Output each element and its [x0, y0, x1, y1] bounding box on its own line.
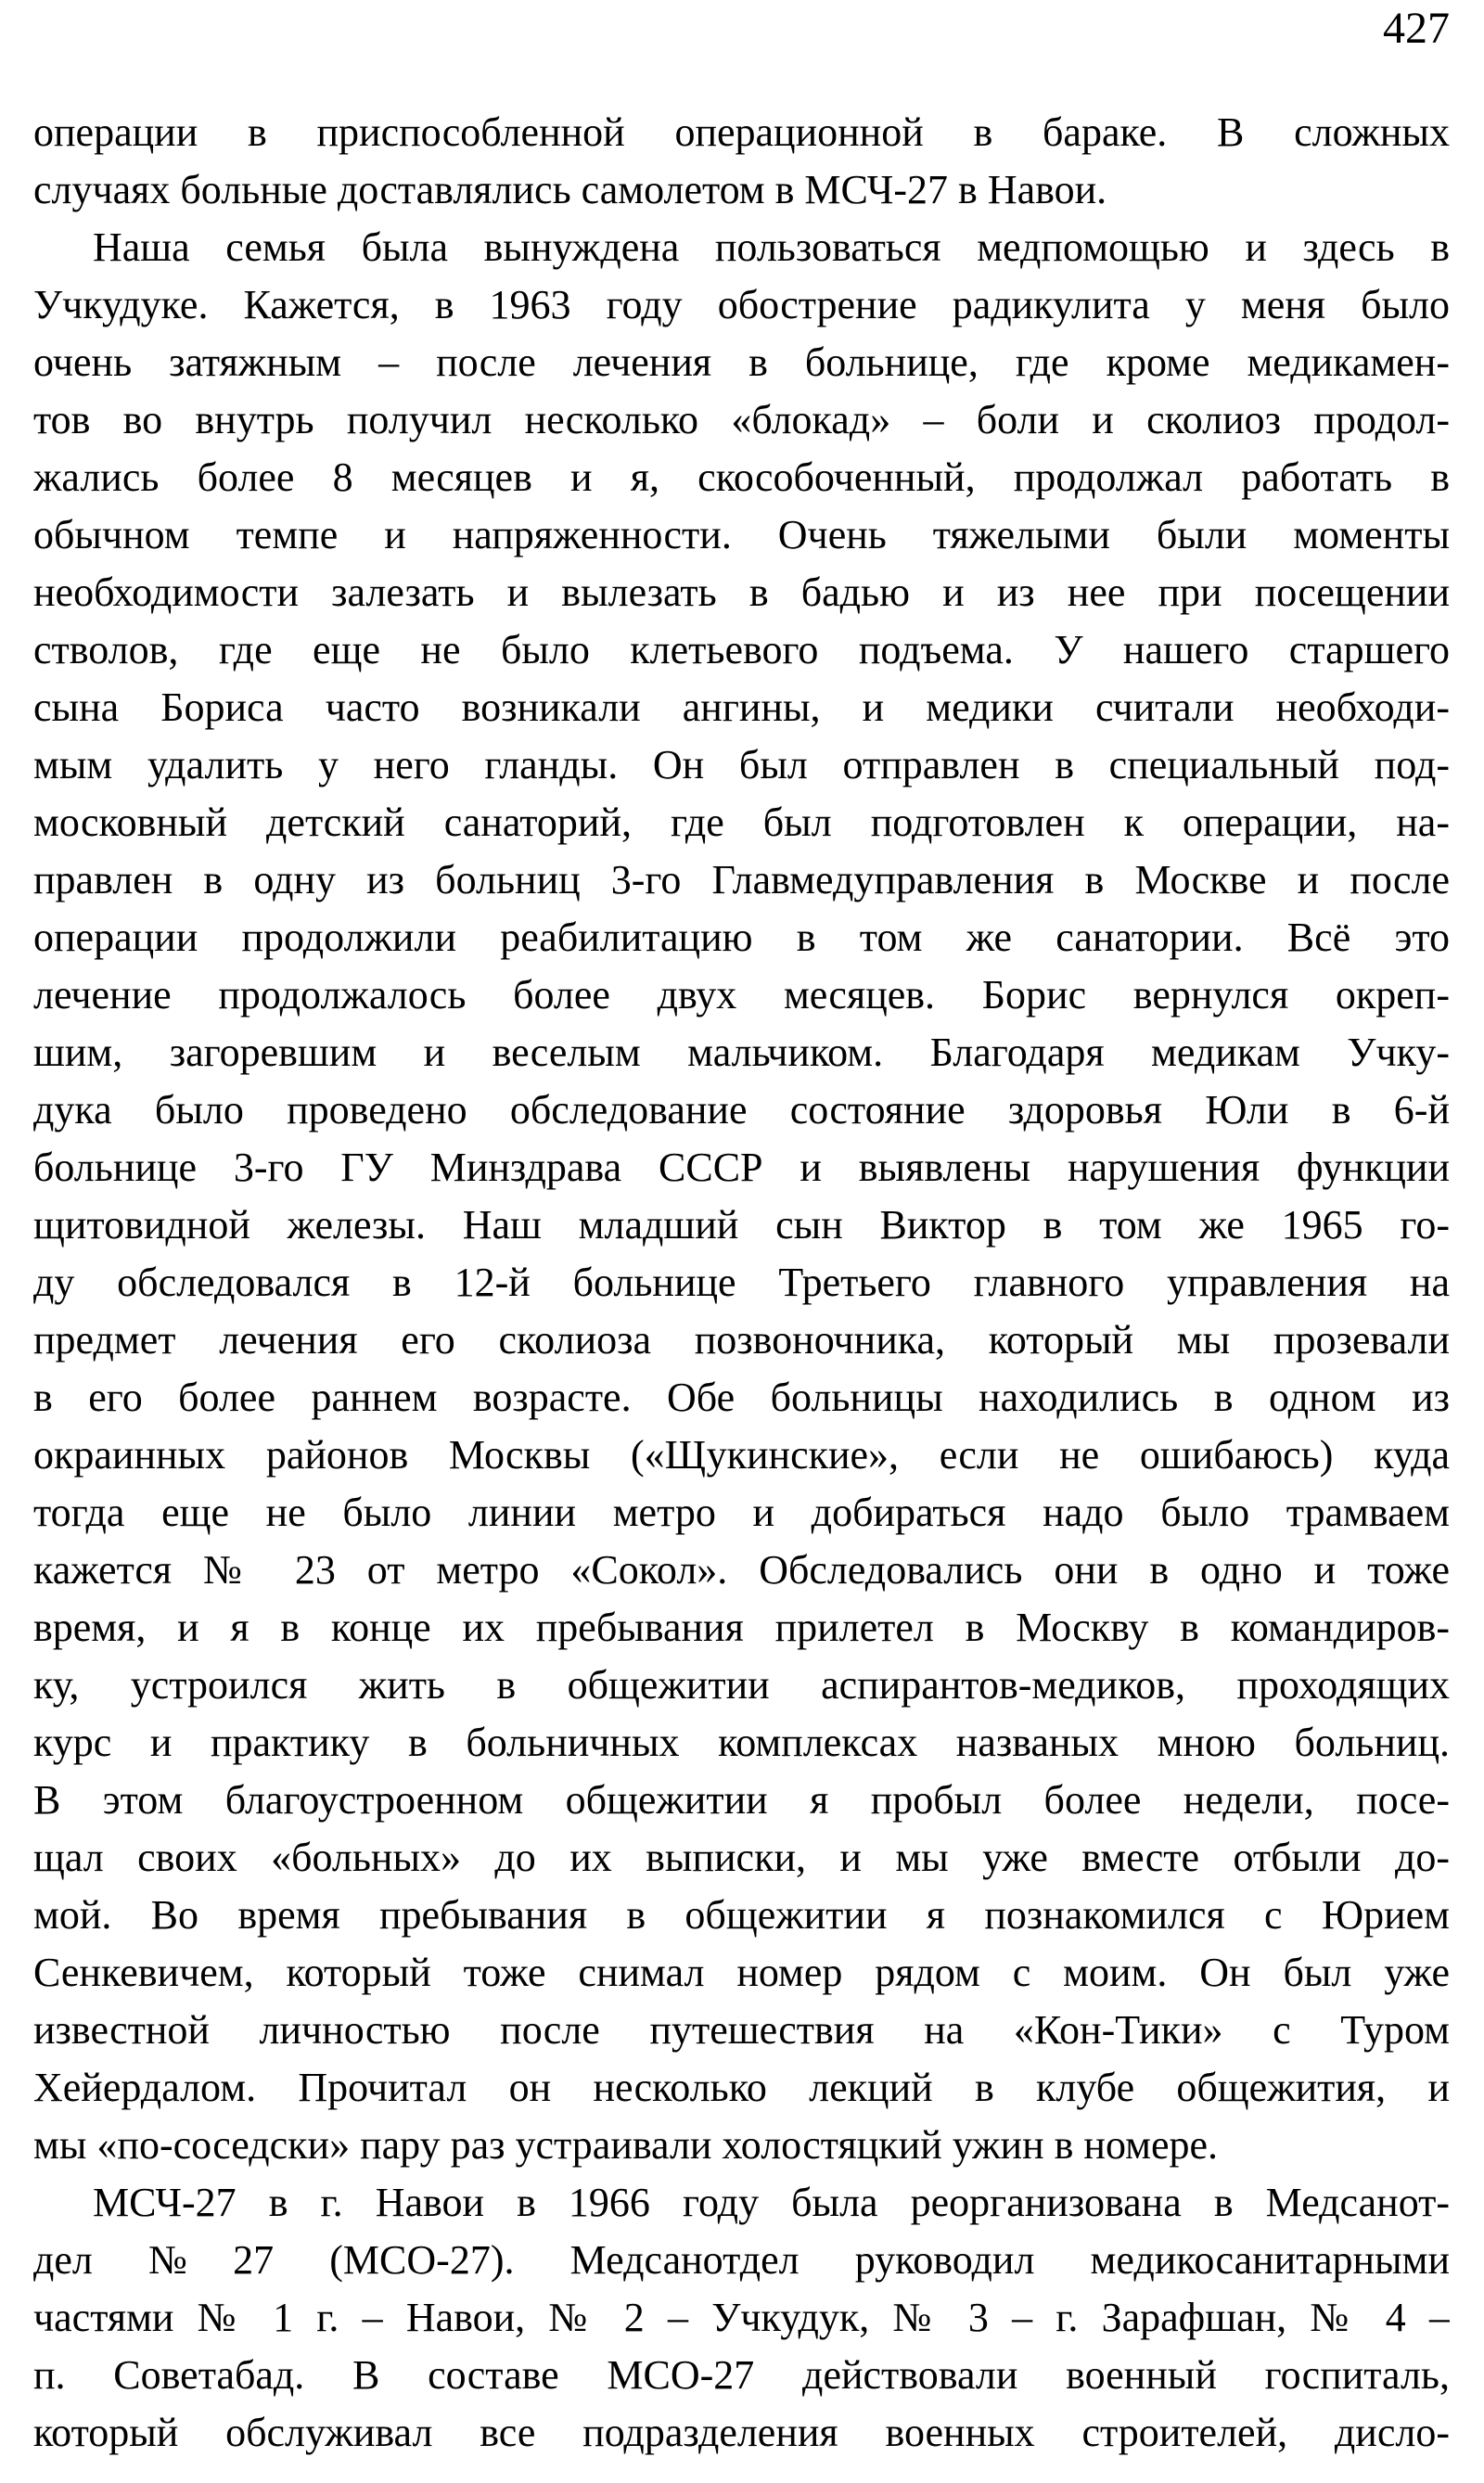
text-line: дел №27 (МСО-27). Медсанотдел руководил медикосанитарными: [33, 2237, 1450, 2283]
text-line: операции в приспособленной операционной в бараке. В сложных: [33, 109, 1450, 155]
text-line: Сенкевичем, который тоже снимал номер рядом с моим. Он был уже: [33, 1950, 1450, 1995]
text-line: правлен в одну из больниц 3-го Главмедуправления в Москве и после: [33, 857, 1450, 902]
text-line: курс и практику в больничных комплексах названых мною больниц.: [33, 1720, 1450, 1765]
text-line: в его более раннем возрасте. Обе больницы находились в одном из: [33, 1375, 1450, 1420]
text-line: частями № 1 г. – Навои, № 2 – Учкудук, № 3 – г. Зарафшан, № 4 –: [33, 2295, 1450, 2340]
text-line: предмет лечения его сколиоза позвоночника, который мы прозевали: [33, 1317, 1450, 1363]
text-line: лечение продолжалось более двух месяцев. Борис вернулся окреп-: [33, 972, 1450, 1018]
paragraph: [33, 219, 1450, 2174]
text-line: жались более 8 месяцев и я, скособоченный, продолжал работать в: [33, 454, 1450, 500]
text-line: Наша семья была вынуждена пользоваться медпомощью и здесь в: [93, 224, 1450, 270]
text-line: стволов, где еще не было клетьевого подъема. У нашего старшего: [33, 627, 1450, 672]
text-line: МСЧ-27 в г. Навои в 1966 году была реорганизована в Медсанот-: [93, 2180, 1450, 2225]
text-line: тов во внутрь получил несколько «блокад» – боли и сколиоз продол-: [33, 397, 1450, 442]
text-line: необходимости залезать и вылезать в бадью и из нее при посещении: [33, 570, 1450, 615]
text-line: п. Советабад. В составе МСО-27 действовали военный госпиталь,: [33, 2352, 1450, 2398]
text-line: время, и я в конце их пребывания прилетел в Москву в командиров-: [33, 1605, 1450, 1650]
text-line: щал своих «больных» до их выписки, и мы уже вместе отбыли до-: [33, 1835, 1450, 1880]
paragraph: [33, 104, 1450, 219]
text-line: больнице 3-го ГУ Минздрава СССР и выявлены нарушения функции: [33, 1145, 1450, 1190]
text-line: известной личностью после путешествия на «Кон-Тики» с Туром: [33, 2007, 1450, 2053]
text-line: мым удалить у него гланды. Он был отправлен в специальный под-: [33, 742, 1450, 787]
text-line: ду обследовался в 12-й больнице Третьего главного управления на: [33, 1260, 1450, 1305]
paragraph: [33, 2174, 1450, 2462]
text-line: В этом благоустроенном общежитии я пробыл более недели, посе-: [33, 1777, 1450, 1823]
text-line: мой. Во время пребывания в общежитии я познакомился с Юрием: [33, 1892, 1450, 1938]
page-number: 427: [1383, 4, 1450, 53]
text-line: ку, устроился жить в общежитии аспирантов-медиков, проходящих: [33, 1662, 1450, 1708]
text-line: который обслуживал все подразделения военных строителей, дисло-: [33, 2410, 1450, 2455]
text-line: дука было проведено обследование состояние здоровья Юли в 6-й: [33, 1087, 1450, 1133]
text-line: случаях больные доставлялись самолетом в МСЧ-27 в Навои.: [33, 167, 1107, 212]
text-line: мы «по-соседски» пару раз устраивали холостяцкий ужин в номере.: [33, 2122, 1219, 2168]
text-line: тогда еще не было линии метро и добираться надо было трамваем: [33, 1490, 1450, 1535]
page-text: [33, 104, 1450, 2462]
text-line: Учкудуке. Кажется, в 1963 году обострение радикулита у меня было: [33, 282, 1450, 327]
text-line: окраинных районов Москвы («Щукинские», если не ошибаюсь) куда: [33, 1432, 1450, 1478]
text-line: щитовидной железы. Наш младший сын Виктор в том же 1965 го-: [33, 1202, 1450, 1248]
text-line: сына Бориса часто возникали ангины, и медики считали необходи-: [33, 685, 1450, 730]
text-line: операции продолжили реабилитацию в том же санатории. Всё это: [33, 915, 1450, 960]
text-line: московный детский санаторий, где был подготовлен к операции, на-: [33, 800, 1450, 845]
text-line: кажется № 23 от метро «Сокол». Обследовались они в одно и тоже: [33, 1547, 1450, 1593]
text-line: шим, загоревшим и веселым мальчиком. Благодаря медикам Учку-: [33, 1030, 1450, 1075]
text-line: обычном темпе и напряженности. Очень тяжелыми были моменты: [33, 512, 1450, 557]
text-line: очень затяжным – после лечения в больнице, где кроме медикамен-: [33, 339, 1450, 385]
text-line: Хейердалом. Прочитал он несколько лекций в клубе общежития, и: [33, 2065, 1450, 2110]
